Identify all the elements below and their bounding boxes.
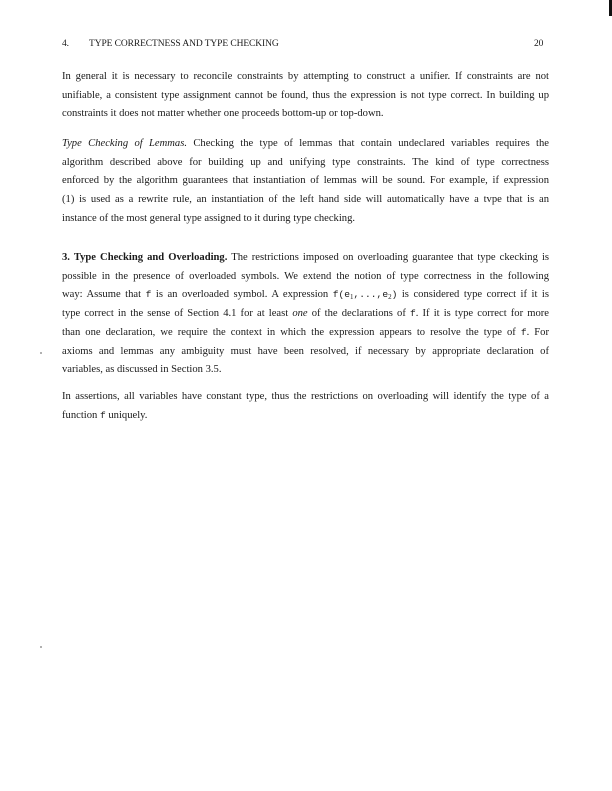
text-run: ,...,e (353, 289, 389, 301)
paragraph-4-line (62, 409, 549, 422)
paragraph-1-line (62, 89, 549, 102)
text-run: 2 (388, 293, 392, 302)
paragraph-2-line (62, 137, 549, 150)
text-run: enforced by the algorithm guarantees that instantiation of lemmas will be sound. For example, if expression (62, 175, 549, 187)
paragraph-1-line (62, 107, 549, 120)
text-run: is an overloaded symbol. A expression (151, 289, 333, 301)
text-run: possible in the presence of overloaded symbols. We extend the notion of type correctness in the following (62, 270, 549, 282)
text-run: f (99, 409, 106, 421)
paragraph-2-line (62, 212, 549, 225)
text-run: is considered type correct if it is (397, 289, 549, 301)
paragraph-3-line (62, 363, 549, 376)
text-run: instance of the most general type assigned to it during type checking. (62, 212, 356, 224)
text-run: 1 (350, 293, 354, 302)
text-run: of the declarations of (307, 308, 410, 320)
run-in-heading: 3. Type Checking and Overloading. (62, 252, 228, 263)
text-run: f(e (332, 289, 351, 301)
paragraph-2-line (62, 193, 549, 206)
running-header-title: TYPE CORRECTNESS AND TYPE CHECKING (89, 39, 279, 49)
section-number: 4. (62, 39, 69, 49)
text-run: constraints it does not matter whether one proceeds bottom-up or top-down. (62, 108, 384, 120)
paragraph-2-line (62, 174, 549, 187)
text-run: way: Assume that (62, 289, 146, 301)
run-in-heading: Type Checking of Lemmas. (62, 138, 187, 149)
paragraph-3-line (62, 270, 549, 283)
text-run: axioms and lemmas any ambiguity must have been resolved, if necessary by appropriate declaration of (62, 345, 549, 357)
text-run: (1) is used as a rewrite rule, an instantiation of the left hand side will automatically have a tvpe that is an (62, 194, 549, 206)
text-run: ) (391, 289, 398, 301)
text-run: variables, as discussed in Section 3.5. (62, 364, 222, 376)
text-run: function (62, 409, 100, 421)
text-run: f (145, 289, 152, 301)
paragraph-3-line (62, 288, 549, 304)
paragraph-3-line (62, 251, 549, 264)
text-run: than one declaration, we require the context in which the expression appears to resolve the type of (62, 326, 521, 338)
text-run: Checking the type of lemmas that contain undeclared variables requires the (187, 138, 549, 149)
paragraph-3-line (62, 307, 549, 320)
text-run: In general it is necessary to reconcile constraints by attempting to construct a unifier. If constraints are not (62, 71, 549, 82)
text-run: type correct in the sense of Section 4.1 for at least (62, 308, 293, 320)
text-run: algorithm described above for building up and unifying type constraints. The kind of type correctness (62, 156, 549, 168)
text-run: uniquely. (105, 409, 148, 421)
text-run: . If it is type correct for more (415, 308, 550, 320)
text-run: one (292, 308, 308, 320)
paragraph-4-line (62, 390, 549, 403)
text-run: f (520, 326, 527, 338)
text-run: . For (526, 326, 549, 338)
paragraph-3-line (62, 345, 549, 358)
scan-speck (40, 352, 42, 354)
paragraph-1-line (62, 70, 549, 83)
text-run: In assertions, all variables have constant type, thus the restrictions on overloading will identify the type of a (62, 391, 549, 402)
page-number: 20 (534, 39, 544, 49)
text-run: f (410, 308, 416, 320)
paragraph-3-line (62, 326, 549, 339)
paragraph-2-line (62, 156, 549, 169)
text-run: The restrictions imposed on overloading guarantee that type ckecking is (227, 252, 550, 263)
text-run: unifiable, a consistent type assignment cannot be found, thus the expression is not type correct. In building up (62, 89, 549, 101)
scan-speck (40, 646, 42, 648)
